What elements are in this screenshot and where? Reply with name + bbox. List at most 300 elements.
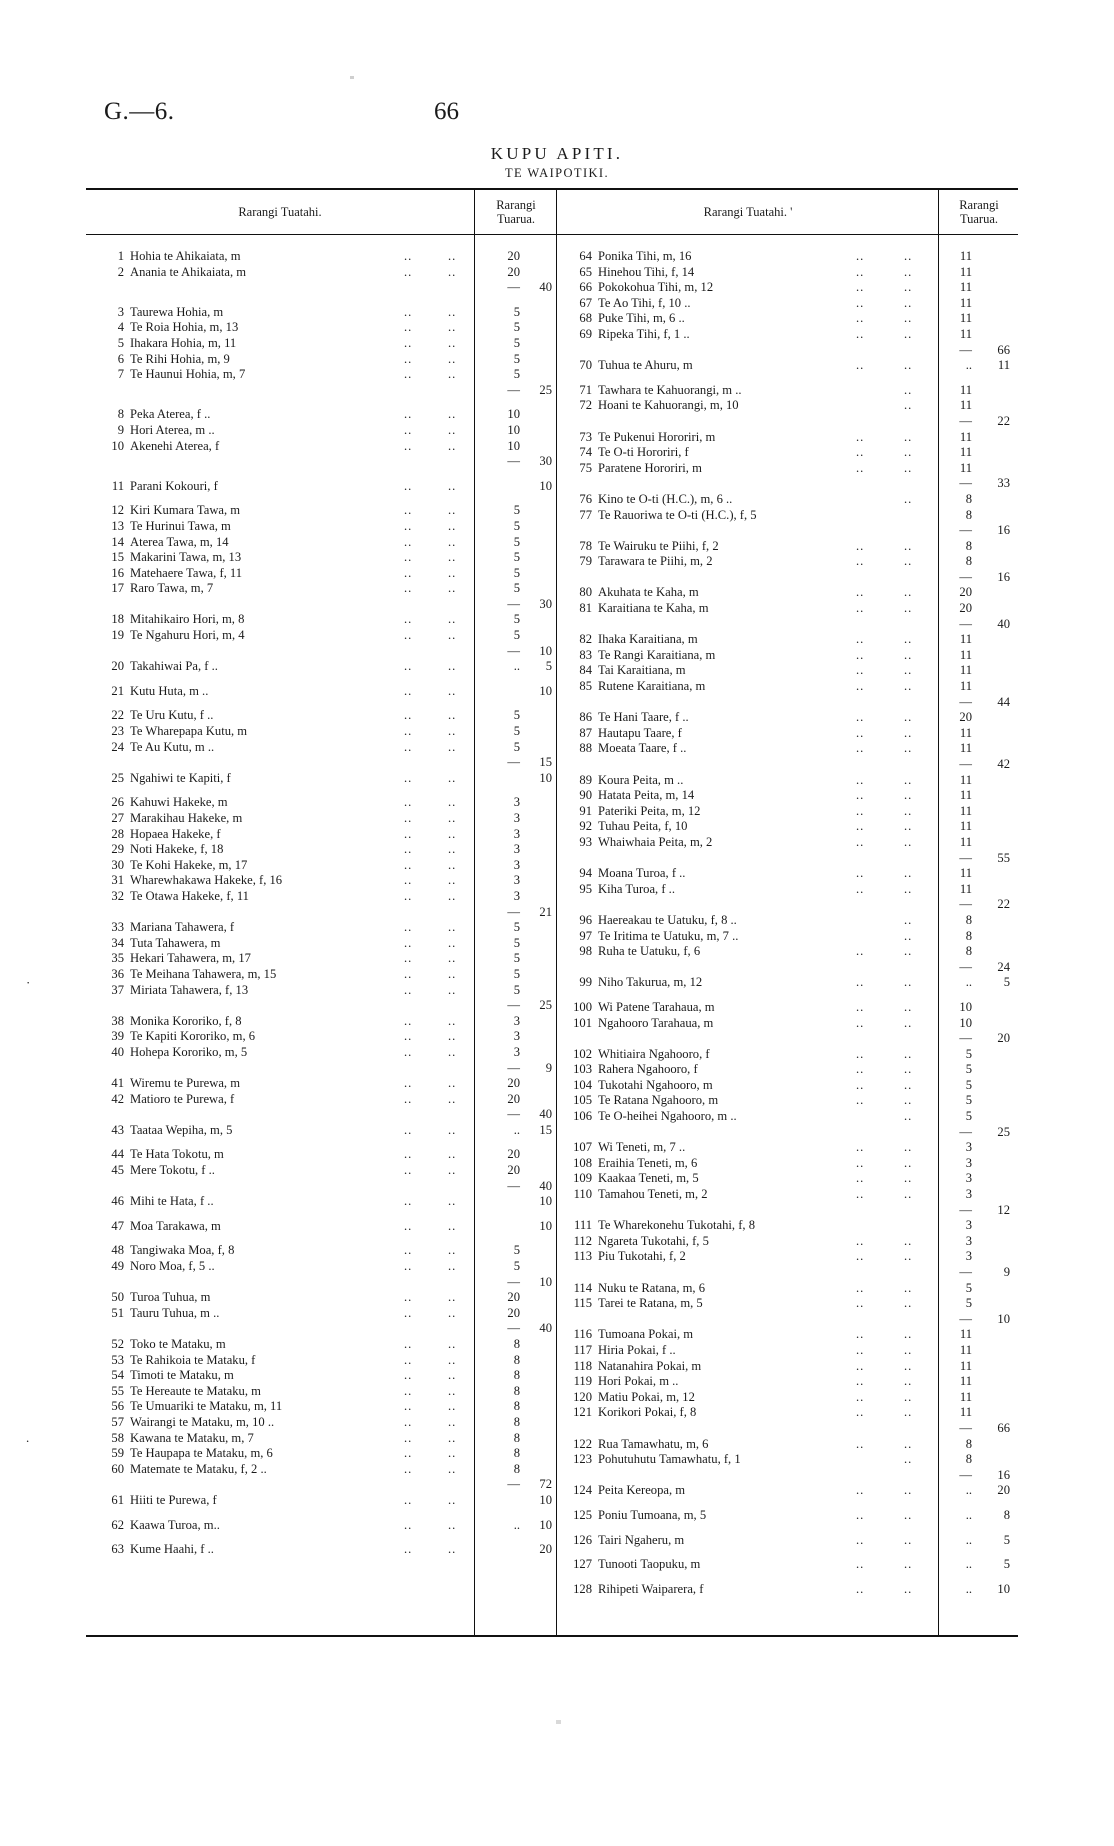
- value-column-1: 3: [965, 1218, 972, 1233]
- value-column-2: 21: [539, 904, 552, 919]
- leader-dots: ..: [448, 335, 457, 350]
- leader-dots: ..: [856, 866, 865, 881]
- subtotal-row: [556, 1312, 1018, 1328]
- leader-dots: ..: [856, 1327, 865, 1342]
- row-index: 119: [573, 1374, 592, 1389]
- leader-dots: ..: [448, 888, 457, 903]
- value-column-1: 5: [513, 581, 520, 596]
- leader-dots: ..: [404, 1542, 413, 1557]
- right-column: [556, 235, 1018, 1597]
- row-index: 117: [573, 1342, 592, 1357]
- person-name: Natanahira Pokai, m: [598, 1358, 702, 1373]
- subtotal-row: [86, 644, 556, 660]
- value-column-1: 3: [965, 1155, 972, 1170]
- table-row: [86, 1446, 556, 1462]
- table-row: [86, 1219, 556, 1235]
- row-index: 52: [111, 1337, 124, 1351]
- leader-dots: ..: [856, 1532, 865, 1547]
- row-index: 1: [117, 249, 124, 263]
- leader-dots: ..: [404, 367, 413, 382]
- person-name: Marakihau Hakeke, m: [130, 811, 243, 825]
- table-row: [556, 866, 1018, 882]
- value-column-1: 3: [965, 1249, 972, 1264]
- value-column-1: 5: [513, 1243, 520, 1258]
- row-spacer: [86, 494, 556, 503]
- value-column-1: 20: [959, 585, 972, 600]
- row-index: 114: [573, 1280, 592, 1295]
- table-row: [86, 1462, 556, 1478]
- subtotal-rule: —: [959, 1031, 972, 1046]
- leader-dots: ..: [448, 1414, 457, 1429]
- value-column-1: 20: [507, 264, 520, 279]
- value-column-2: 10: [539, 643, 552, 658]
- value-column-1: 11: [959, 326, 972, 341]
- person-name: Te Rauoriwa te O-ti (H.C.), f, 5: [598, 507, 757, 522]
- table-row: [556, 1359, 1018, 1375]
- value-column-2: 66: [997, 342, 1010, 357]
- subtotal-row: [556, 343, 1018, 359]
- table-header-row: [86, 190, 1018, 235]
- leader-dots: ..: [404, 628, 413, 643]
- row-index: 77: [579, 507, 592, 522]
- scan-speck-bottom: [556, 1720, 561, 1724]
- value-column-1: 20: [507, 1305, 520, 1320]
- subtotal-rule: —: [507, 643, 520, 658]
- row-index: 71: [579, 382, 592, 397]
- leader-dots: ..: [448, 739, 457, 754]
- value-column-1: 3: [513, 857, 520, 872]
- person-name: Hautapu Taare, f: [598, 725, 682, 740]
- row-index: 72: [579, 398, 592, 413]
- leader-dots: ..: [404, 920, 413, 935]
- person-name: Moa Tarakawa, m: [130, 1218, 221, 1233]
- subtotal-row: [86, 280, 556, 296]
- value-column-2: 40: [539, 1107, 552, 1122]
- value-column-1: 8: [965, 1436, 972, 1451]
- leader-dots: ..: [404, 795, 413, 810]
- leader-dots: ..: [404, 478, 413, 493]
- row-index: 124: [573, 1483, 592, 1498]
- leader-dots: ..: [904, 554, 913, 569]
- table-row: [86, 771, 556, 787]
- row-index: 78: [579, 538, 592, 553]
- row-index: 51: [111, 1305, 124, 1320]
- row-index: 103: [573, 1062, 592, 1077]
- value-column-2: 10: [539, 478, 552, 493]
- table-row: [86, 1353, 556, 1369]
- leader-dots: ..: [448, 1352, 457, 1367]
- subtotal-row: [86, 454, 556, 470]
- table-row: [556, 726, 1018, 742]
- table-row: [86, 1384, 556, 1400]
- row-index: 83: [579, 647, 592, 662]
- person-name: Ripeka Tihi, f, 1 ..: [598, 326, 690, 341]
- value-column-1: 5: [513, 724, 520, 739]
- subtotal-row: [86, 998, 556, 1014]
- table-row: [556, 1109, 1018, 1125]
- row-index: 31: [111, 873, 124, 888]
- value-column-1: 8: [965, 491, 972, 506]
- row-index: 94: [579, 866, 592, 881]
- leader-dots: ..: [448, 1305, 457, 1320]
- value-column-1: 11: [959, 445, 972, 460]
- leader-dots: ..: [904, 429, 913, 444]
- row-index: 37: [111, 982, 124, 997]
- value-column-2: 44: [997, 694, 1010, 709]
- table-row: [556, 648, 1018, 664]
- value-column-1: 8: [513, 1337, 520, 1351]
- row-index: 7: [117, 367, 124, 382]
- table-row: [556, 585, 1018, 601]
- row-index: 55: [111, 1383, 124, 1398]
- leader-dots: ..: [448, 1542, 457, 1557]
- leader-dots: ..: [404, 811, 413, 825]
- table-row: [556, 804, 1018, 820]
- subtotal-row: [556, 1421, 1018, 1437]
- leader-dots: ..: [856, 249, 865, 263]
- person-name: Hoani te Kahuorangi, m, 10: [598, 398, 739, 413]
- subtotal-rule: —: [959, 342, 972, 357]
- person-name: Toko te Mataku, m: [130, 1337, 226, 1351]
- leader-dots: ..: [448, 795, 457, 810]
- row-index: 54: [111, 1368, 124, 1383]
- leader-dots: ..: [448, 1446, 457, 1461]
- leader-dots: ..: [404, 659, 413, 674]
- table-row: [556, 1582, 1018, 1598]
- subtotal-row: [556, 1203, 1018, 1219]
- leader-dots: ..: [404, 1044, 413, 1059]
- subtotal-row: [556, 757, 1018, 773]
- roll-table: [86, 188, 1018, 1637]
- value-column-1: 3: [513, 1029, 520, 1044]
- row-index: 101: [573, 1015, 592, 1030]
- column-header-1-label: Rarangi Tuatahi.: [238, 204, 322, 219]
- value-column-2: 10: [539, 1517, 552, 1532]
- row-spacer: [556, 374, 1018, 383]
- row-index: 107: [573, 1140, 592, 1155]
- leader-dots: ..: [856, 679, 865, 694]
- table-row: [86, 249, 556, 265]
- row-index: 6: [117, 351, 124, 366]
- value-column-1: 5: [513, 534, 520, 549]
- person-name: Te Ratana Ngahooro, m: [598, 1093, 719, 1108]
- leader-dots: ..: [448, 503, 457, 518]
- table-row: [86, 1259, 556, 1275]
- leader-dots: ..: [448, 1290, 457, 1305]
- leader-dots: ..: [404, 1414, 413, 1429]
- table-row: [556, 265, 1018, 281]
- table-row: [86, 889, 556, 905]
- leader-dots: ..: [404, 1305, 413, 1320]
- subtotal-row: [86, 1179, 556, 1195]
- row-index: 3: [117, 304, 124, 319]
- row-index: 16: [111, 565, 124, 580]
- leader-dots: ..: [856, 538, 865, 553]
- person-name: Tangiwaka Moa, f, 8: [130, 1243, 235, 1258]
- column-header-1: [86, 190, 474, 234]
- person-name: Hinehou Tihi, f, 14: [598, 264, 695, 279]
- leader-dots: ..: [404, 982, 413, 997]
- table-row: [86, 1243, 556, 1259]
- leader-dots: ..: [856, 358, 865, 373]
- row-index: 67: [579, 295, 592, 310]
- table-row: [556, 1187, 1018, 1203]
- person-name: Wiremu te Purewa, m: [130, 1076, 241, 1091]
- leader-dots: ..: [404, 951, 413, 966]
- row-index: 113: [573, 1249, 592, 1264]
- leader-dots: ..: [404, 1399, 413, 1414]
- value-column-1: 5: [513, 982, 520, 997]
- row-spacer: [86, 1533, 556, 1542]
- person-name: Rahera Ngahooro, f: [598, 1062, 698, 1077]
- subtotal-row: [556, 617, 1018, 633]
- table-row: [86, 628, 556, 644]
- table-row: [86, 659, 556, 675]
- value-column-1: 3: [513, 873, 520, 888]
- leader-dots: ..: [904, 1436, 913, 1451]
- leader-dots: ..: [404, 612, 413, 627]
- person-name: Noro Moa, f, 5 ..: [130, 1259, 215, 1274]
- leader-dots: ..: [856, 585, 865, 600]
- person-name: Te O-heihei Ngahooro, m ..: [598, 1109, 737, 1124]
- row-index: 5: [117, 335, 124, 350]
- person-name: Parani Kokouri, f: [130, 478, 218, 493]
- row-index: 123: [573, 1452, 592, 1467]
- value-column-1: ..: [965, 1507, 972, 1522]
- row-index: 81: [579, 601, 592, 616]
- row-spacer: [86, 1138, 556, 1147]
- row-index: 60: [111, 1461, 124, 1476]
- table-row: [556, 327, 1018, 343]
- leader-dots: ..: [404, 249, 413, 263]
- value-column-1: 5: [513, 550, 520, 565]
- leader-dots: ..: [448, 534, 457, 549]
- leader-dots: ..: [448, 1259, 457, 1274]
- leader-dots: ..: [856, 1280, 865, 1295]
- leader-dots: ..: [856, 725, 865, 740]
- row-index: 108: [573, 1155, 592, 1170]
- row-index: 99: [579, 975, 592, 990]
- leader-dots: ..: [904, 944, 913, 959]
- leader-dots: ..: [404, 1243, 413, 1258]
- leader-dots: ..: [448, 659, 457, 674]
- leader-dots: ..: [448, 857, 457, 872]
- subtotal-rule: —: [959, 1467, 972, 1482]
- subtotal-rule: —: [507, 755, 520, 770]
- leader-dots: ..: [856, 1077, 865, 1092]
- leader-dots: ..: [448, 612, 457, 627]
- value-column-2: 16: [997, 523, 1010, 538]
- leader-dots: ..: [448, 826, 457, 841]
- value-column-1: 11: [959, 741, 972, 756]
- row-index: 110: [573, 1187, 592, 1202]
- subtotal-rule: —: [959, 523, 972, 538]
- table-row: [86, 1076, 556, 1092]
- value-column-1: 11: [959, 663, 972, 678]
- leader-dots: ..: [448, 438, 457, 453]
- leader-dots: ..: [404, 1029, 413, 1044]
- leader-dots: ..: [404, 407, 413, 422]
- leader-dots: ..: [448, 304, 457, 319]
- leader-dots: ..: [404, 857, 413, 872]
- leader-dots: ..: [404, 1352, 413, 1367]
- person-name: Matemate te Mataku, f, 2 ..: [130, 1461, 267, 1476]
- value-column-1: 11: [959, 725, 972, 740]
- subtotal-rule: —: [959, 1265, 972, 1279]
- value-column-2: 10: [539, 770, 552, 785]
- row-index: 42: [111, 1091, 124, 1106]
- table-row: [86, 1029, 556, 1045]
- value-column-1: 10: [959, 1015, 972, 1030]
- row-index: 48: [111, 1243, 124, 1258]
- value-column-1: 8: [513, 1368, 520, 1383]
- person-name: Taurewa Hohia, m: [130, 304, 224, 319]
- leader-dots: ..: [904, 1280, 913, 1295]
- row-spacer: [556, 1548, 1018, 1557]
- person-name: Tukotahi Ngahooro, m: [598, 1077, 713, 1092]
- leader-dots: ..: [448, 1517, 457, 1532]
- value-column-1: 11: [959, 788, 972, 803]
- leader-dots: ..: [856, 1483, 865, 1498]
- table-row: [556, 1374, 1018, 1390]
- table-row: [556, 1327, 1018, 1343]
- person-name: Tumoana Pokai, m: [598, 1327, 694, 1342]
- value-column-1: 5: [965, 1062, 972, 1077]
- leader-dots: ..: [856, 1062, 865, 1077]
- row-index: 128: [573, 1581, 592, 1596]
- table-row: [86, 1493, 556, 1509]
- value-column-2: 20: [539, 1542, 552, 1557]
- person-name: Monika Kororiko, f, 8: [130, 1013, 242, 1028]
- row-index: 127: [573, 1557, 592, 1572]
- leader-dots: ..: [904, 1249, 913, 1264]
- table-row: [86, 983, 556, 999]
- value-column-1: 5: [513, 1259, 520, 1274]
- row-spacer: [86, 699, 556, 708]
- person-name: Te Hani Taare, f ..: [598, 710, 689, 725]
- row-index: 69: [579, 326, 592, 341]
- value-column-1: 11: [959, 819, 972, 834]
- person-name: Taataa Wepiha, m, 5: [130, 1122, 233, 1137]
- table-row: [556, 1343, 1018, 1359]
- value-column-1: 3: [513, 888, 520, 903]
- person-name: Moeata Taare, f ..: [598, 741, 687, 756]
- subtotal-row: [86, 383, 556, 399]
- leader-dots: ..: [856, 1249, 865, 1264]
- value-column-1: 11: [959, 803, 972, 818]
- page-header: [104, 98, 984, 132]
- value-column-1: 10: [959, 999, 972, 1014]
- subtotal-rule: —: [959, 413, 972, 428]
- value-column-1: 3: [513, 795, 520, 810]
- table-row: [86, 708, 556, 724]
- person-name: Haereakau te Uatuku, f, 8 ..: [598, 912, 737, 927]
- subtotal-rule: —: [959, 1420, 972, 1435]
- row-index: 93: [579, 834, 592, 849]
- table-row: [86, 423, 556, 439]
- table-row: [556, 508, 1018, 524]
- row-index: 23: [111, 724, 124, 739]
- leader-dots: ..: [856, 1093, 865, 1108]
- leader-dots: ..: [404, 351, 413, 366]
- leader-dots: ..: [448, 1091, 457, 1106]
- person-name: Koura Peita, m ..: [598, 772, 684, 787]
- person-name: Hekari Tahawera, m, 17: [130, 951, 251, 966]
- value-column-1: 11: [959, 398, 972, 413]
- value-column-1: 5: [513, 628, 520, 643]
- row-index: 21: [111, 683, 124, 698]
- table-row: [86, 1518, 556, 1534]
- table-row: [556, 1234, 1018, 1250]
- table-row: [556, 975, 1018, 991]
- table-row: [86, 1045, 556, 1061]
- table-row: [86, 811, 556, 827]
- value-column-1: 11: [959, 632, 972, 647]
- leader-dots: ..: [856, 429, 865, 444]
- person-name: Tarawara te Piihi, m, 2: [598, 554, 713, 569]
- table-row: [86, 951, 556, 967]
- column-header-2-label-line1: Rarangi: [496, 197, 536, 212]
- row-index: 126: [573, 1532, 592, 1547]
- value-column-1: 5: [513, 966, 520, 981]
- table-row: [556, 1281, 1018, 1297]
- value-column-1: 5: [513, 304, 520, 319]
- table-row: [556, 383, 1018, 399]
- leader-dots: ..: [448, 264, 457, 279]
- value-column-1: 5: [513, 951, 520, 966]
- leader-dots: ..: [448, 628, 457, 643]
- row-index: 41: [111, 1076, 124, 1091]
- value-column-1: 20: [959, 710, 972, 725]
- leader-dots: ..: [856, 1405, 865, 1420]
- value-column-1: 5: [513, 335, 520, 350]
- table-row: [556, 311, 1018, 327]
- row-index: 122: [573, 1436, 592, 1451]
- person-name: Rihipeti Waiparera, f: [598, 1581, 704, 1596]
- person-name: Te Hereaute te Mataku, m: [130, 1383, 261, 1398]
- value-column-2: 33: [997, 476, 1010, 491]
- table-row: [86, 1337, 556, 1353]
- value-column-1: 8: [513, 1352, 520, 1367]
- value-column-1: 3: [513, 842, 520, 857]
- person-name: Te Roia Hohia, m, 13: [130, 320, 239, 335]
- table-row: [556, 601, 1018, 617]
- value-column-2: 10: [539, 1218, 552, 1233]
- row-index: 10: [111, 438, 124, 453]
- subtotal-row: [86, 1477, 556, 1493]
- leader-dots: ..: [856, 1358, 865, 1373]
- subtotal-rule: —: [507, 1321, 520, 1336]
- value-column-1: 8: [965, 538, 972, 553]
- table-row: [556, 1437, 1018, 1453]
- row-index: 40: [111, 1044, 124, 1059]
- row-index: 73: [579, 429, 592, 444]
- value-column-1: 3: [965, 1140, 972, 1155]
- value-column-1: 5: [513, 351, 520, 366]
- person-name: Kaawa Turoa, m..: [130, 1517, 220, 1532]
- person-name: Mere Tokotu, f ..: [130, 1163, 215, 1178]
- leader-dots: ..: [904, 881, 913, 896]
- person-name: Matiu Pokai, m, 12: [598, 1389, 695, 1404]
- person-name: Piu Tukotahi, f, 2: [598, 1249, 686, 1264]
- value-column-2: 66: [997, 1420, 1010, 1435]
- person-name: Te Umuariki te Mataku, m, 11: [130, 1399, 283, 1414]
- row-index: 33: [111, 920, 124, 935]
- row-index: 92: [579, 819, 592, 834]
- person-name: Turoa Tuhua, m: [130, 1290, 211, 1305]
- row-index: 49: [111, 1259, 124, 1274]
- row-index: 11: [111, 478, 124, 493]
